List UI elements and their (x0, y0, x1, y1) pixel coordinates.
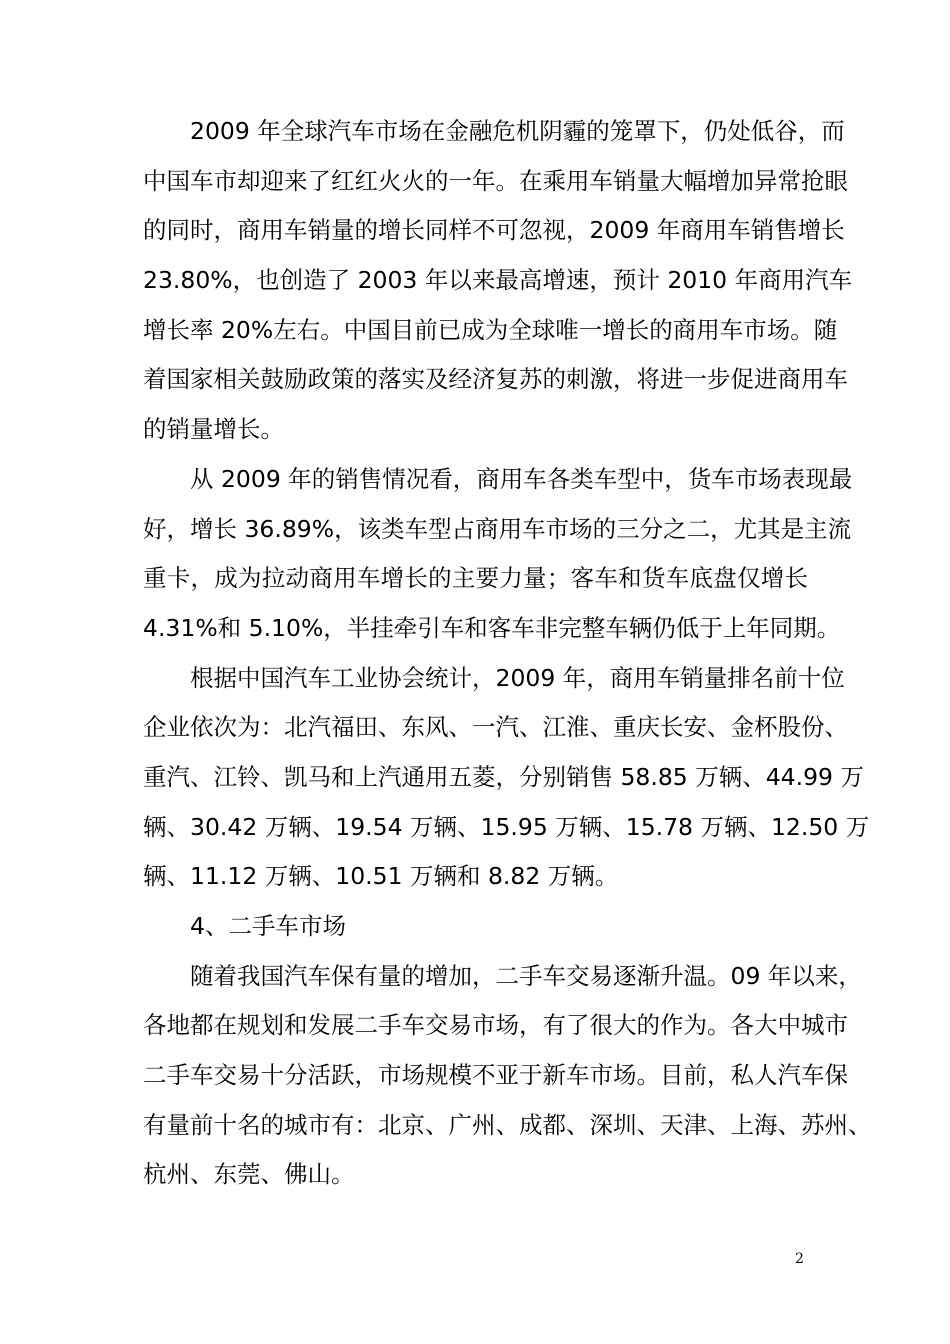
text-line: 杭州、东莞、佛山。 (143, 1160, 355, 1189)
text-line: 有量前十名的城市有：北京、广州、成都、深圳、天津、上海、苏州、 (143, 1110, 872, 1139)
text-line: 随着我国汽车保有量的增加，二手车交易逐渐升温。09 年以来， (190, 961, 862, 990)
text-line: 各地都在规划和发展二手车交易市场，有了很大的作为。各大中城市 (143, 1011, 848, 1040)
text-line: 23.80%，也创造了 2003 年以来最高增速，预计 2010 年商用汽车 (143, 266, 853, 295)
section-heading-used-car-market (143, 902, 808, 952)
text-line: 增长率 20%左右。中国目前已成为全球唯一增长的商用车市场。随 (143, 315, 838, 344)
text-line: 重汽、江铃、凯马和上汽通用五菱，分别销售 58.85 万辆、44.99 万 (143, 762, 864, 791)
text-line: 4.31%和 5.10%，半挂牵引车和客车非完整车辆仍低于上年同期。 (143, 613, 841, 642)
text-line: 辆、11.12 万辆、10.51 万辆和 8.82 万辆。 (143, 862, 619, 891)
text-line: 企业依次为：北汽福田、东风、一汽、江淮、重庆长安、金杯股份、 (143, 713, 848, 742)
text-line: 中国车市却迎来了红红火火的一年。在乘用车销量大幅增加异常抢眼 (143, 166, 848, 195)
text-line: 2009 年全球汽车市场在金融危机阴霾的笼罩下，仍处低谷，而 (190, 117, 845, 145)
text-line: 从 2009 年的销售情况看，商用车各类车型中，货车市场表现最 (190, 464, 853, 493)
paragraph-used-car-market (143, 952, 872, 1200)
text-line: 着国家相关鼓励政策的落实及经济复苏的刺激，将进一步促进商用车 (143, 365, 848, 394)
text-line: 二手车交易十分活跃，市场规模不亚于新车市场。目前，私人汽车保 (143, 1061, 848, 1090)
paragraph-global-market (143, 107, 853, 455)
document-body (143, 107, 872, 1200)
text-line: 辆、30.42 万辆、19.54 万辆、15.95 万辆、15.78 万辆、12.50 万 (143, 812, 870, 841)
text-line: 的销量增长。 (143, 415, 284, 444)
paragraph-sales-by-type (143, 455, 853, 654)
paragraph-top-ten (143, 654, 870, 902)
section-heading: 4、二手车市场 (190, 912, 346, 940)
text-line: 的同时，商用车销量的增长同样不可忽视，2009 年商用车销售增长 (143, 216, 845, 245)
text-line: 好，增长 36.89%，该类车型占商用车市场的三分之二，尤其是主流 (143, 514, 852, 543)
text-line: 重卡，成为拉动商用车增长的主要力量；客车和货车底盘仅增长 (143, 564, 808, 593)
page-number: 2 (795, 1251, 804, 1267)
text-line: 根据中国汽车工业协会统计，2009 年，商用车销量排名前十位 (190, 663, 845, 692)
